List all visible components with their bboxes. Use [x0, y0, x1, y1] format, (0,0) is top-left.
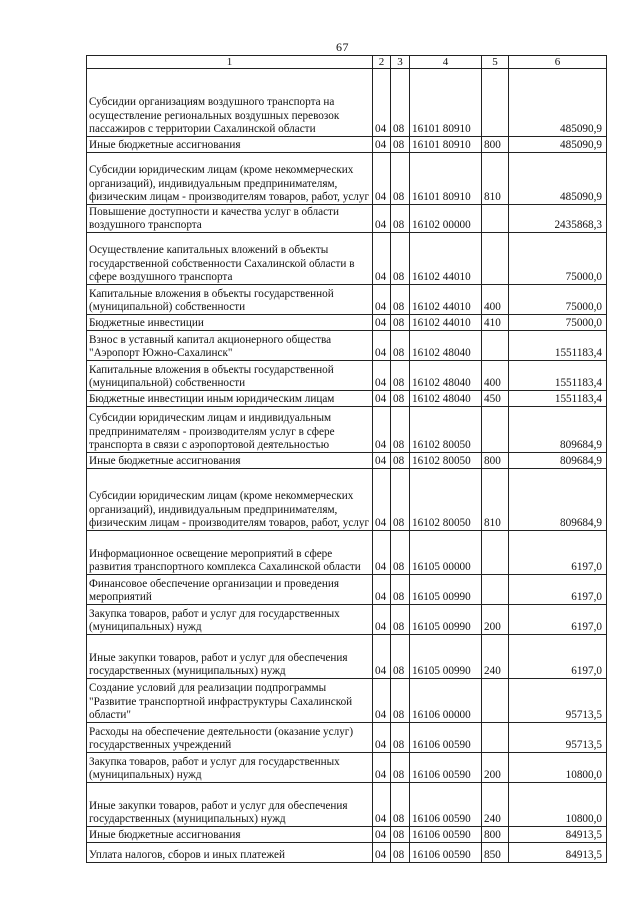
target-article-cell: 16102 80050	[410, 407, 482, 453]
expense-type-cell	[482, 69, 509, 137]
section-code-cell: 04	[373, 315, 391, 331]
expense-type-cell: 850	[482, 843, 509, 863]
table-row	[87, 827, 607, 843]
target-article-cell: 16102 48040	[410, 361, 482, 391]
target-article-cell: 16101 80910	[410, 137, 482, 153]
table-row	[87, 153, 607, 205]
header-cell: 6	[509, 56, 607, 69]
row-name-cell: Финансовое обеспечение организации и проведения мероприятий	[87, 575, 373, 605]
amount-cell: 1551183,4	[509, 361, 607, 391]
target-article-cell: 16106 00000	[410, 679, 482, 723]
expense-type-cell: 240	[482, 783, 509, 827]
amount-cell: 6197,0	[509, 605, 607, 635]
table-row	[87, 575, 607, 605]
subsection-code-cell: 08	[391, 233, 410, 285]
amount-cell: 1551183,4	[509, 391, 607, 407]
section-code-cell: 04	[373, 783, 391, 827]
section-code-cell: 04	[373, 391, 391, 407]
amount-cell: 485090,9	[509, 137, 607, 153]
subsection-code-cell: 08	[391, 827, 410, 843]
expense-type-cell: 410	[482, 315, 509, 331]
target-article-cell: 16102 44010	[410, 233, 482, 285]
expense-type-cell	[482, 205, 509, 233]
row-name-cell: Расходы на обеспечение деятельности (оказание услуг) государственных учреждений	[87, 723, 373, 753]
expense-type-cell	[482, 723, 509, 753]
target-article-cell: 16102 48040	[410, 331, 482, 361]
target-article-cell: 16105 00990	[410, 635, 482, 679]
row-name-cell: Закупка товаров, работ и услуг для государственных (муниципальных) нужд	[87, 605, 373, 635]
amount-cell: 6197,0	[509, 635, 607, 679]
expense-type-cell	[482, 331, 509, 361]
expense-type-cell: 200	[482, 605, 509, 635]
expense-type-cell	[482, 679, 509, 723]
subsection-code-cell: 08	[391, 753, 410, 783]
table-row	[87, 407, 607, 453]
amount-cell: 485090,9	[509, 69, 607, 137]
amount-cell: 10800,0	[509, 753, 607, 783]
subsection-code-cell: 08	[391, 453, 410, 469]
expense-type-cell: 400	[482, 285, 509, 315]
table-row	[87, 605, 607, 635]
target-article-cell: 16102 48040	[410, 391, 482, 407]
target-article-cell: 16102 80050	[410, 469, 482, 531]
expense-type-cell	[482, 531, 509, 575]
row-name-cell: Уплата налогов, сборов и иных платежей	[87, 843, 373, 863]
table-row	[87, 361, 607, 391]
expense-type-cell: 810	[482, 153, 509, 205]
subsection-code-cell: 08	[391, 361, 410, 391]
subsection-code-cell: 08	[391, 407, 410, 453]
subsection-code-cell: 08	[391, 635, 410, 679]
section-code-cell: 04	[373, 153, 391, 205]
table-row	[87, 205, 607, 233]
subsection-code-cell: 08	[391, 331, 410, 361]
section-code-cell: 04	[373, 361, 391, 391]
header-cell: 4	[410, 56, 482, 69]
row-name-cell: Иные бюджетные ассигнования	[87, 137, 373, 153]
expense-type-cell: 800	[482, 137, 509, 153]
table-row	[87, 69, 607, 137]
target-article-cell: 16106 00590	[410, 843, 482, 863]
expense-type-cell: 810	[482, 469, 509, 531]
section-code-cell: 04	[373, 575, 391, 605]
target-article-cell: 16106 00590	[410, 753, 482, 783]
amount-cell: 809684,9	[509, 407, 607, 453]
section-code-cell: 04	[373, 679, 391, 723]
section-code-cell: 04	[373, 453, 391, 469]
row-name-cell: Капитальные вложения в объекты государственной (муниципальной) собственности	[87, 361, 373, 391]
row-name-cell: Капитальные вложения в объекты государственной (муниципальной) собственности	[87, 285, 373, 315]
section-code-cell: 04	[373, 469, 391, 531]
subsection-code-cell: 08	[391, 205, 410, 233]
expense-type-cell: 800	[482, 827, 509, 843]
target-article-cell: 16106 00590	[410, 723, 482, 753]
table-row	[87, 453, 607, 469]
row-name-cell: Информационное освещение мероприятий в сфере развития транспортного комплекса Сахалинской области	[87, 531, 373, 575]
row-name-cell: Субсидии юридическим лицам и индивидуальным предпринимателям - производителям услуг в сфере транспорта в связи с аэропортовой деятельностью	[87, 407, 373, 453]
target-article-cell: 16106 00590	[410, 827, 482, 843]
table-row	[87, 723, 607, 753]
expense-type-cell	[482, 407, 509, 453]
header-cell: 5	[482, 56, 509, 69]
subsection-code-cell: 08	[391, 469, 410, 531]
expense-type-cell: 240	[482, 635, 509, 679]
header-cell: 3	[391, 56, 410, 69]
table-row	[87, 753, 607, 783]
table-row	[87, 531, 607, 575]
section-code-cell: 04	[373, 605, 391, 635]
target-article-cell: 16101 80910	[410, 153, 482, 205]
section-code-cell: 04	[373, 331, 391, 361]
expense-type-cell: 200	[482, 753, 509, 783]
target-article-cell: 16102 44010	[410, 285, 482, 315]
page-number: 67	[336, 40, 349, 54]
subsection-code-cell: 08	[391, 531, 410, 575]
section-code-cell: 04	[373, 285, 391, 315]
table-row	[87, 285, 607, 315]
amount-cell: 95713,5	[509, 723, 607, 753]
table-row	[87, 233, 607, 285]
table-row	[87, 679, 607, 723]
target-article-cell: 16105 00990	[410, 605, 482, 635]
row-name-cell: Субсидии юридическим лицам (кроме некоммерческих организаций), индивидуальным предпринимателям, физическим лицам - производителям товаров, работ, услуг	[87, 469, 373, 531]
row-name-cell: Повышение доступности и качества услуг в области воздушного транспорта	[87, 205, 373, 233]
header-cell: 1	[87, 56, 373, 69]
subsection-code-cell: 08	[391, 391, 410, 407]
amount-cell: 75000,0	[509, 285, 607, 315]
amount-cell: 485090,9	[509, 153, 607, 205]
subsection-code-cell: 08	[391, 843, 410, 863]
row-name-cell: Взнос в уставный капитал акционерного общества "Аэропорт Южно-Сахалинск"	[87, 331, 373, 361]
subsection-code-cell: 08	[391, 575, 410, 605]
table-row	[87, 469, 607, 531]
section-code-cell: 04	[373, 205, 391, 233]
amount-cell: 75000,0	[509, 315, 607, 331]
target-article-cell: 16105 00990	[410, 575, 482, 605]
amount-cell: 10800,0	[509, 783, 607, 827]
subsection-code-cell: 08	[391, 153, 410, 205]
amount-cell: 84913,5	[509, 843, 607, 863]
row-name-cell: Иные бюджетные ассигнования	[87, 827, 373, 843]
row-name-cell: Субсидии юридическим лицам (кроме некоммерческих организаций), индивидуальным предпринимателям, физическим лицам - производителям товаров, работ, услуг	[87, 153, 373, 205]
amount-cell: 84913,5	[509, 827, 607, 843]
amount-cell: 809684,9	[509, 453, 607, 469]
amount-cell: 1551183,4	[509, 331, 607, 361]
section-code-cell: 04	[373, 69, 391, 137]
section-code-cell: 04	[373, 137, 391, 153]
table-row	[87, 635, 607, 679]
target-article-cell: 16106 00590	[410, 783, 482, 827]
expense-type-cell	[482, 233, 509, 285]
row-name-cell: Закупка товаров, работ и услуг для государственных (муниципальных) нужд	[87, 753, 373, 783]
budget-table	[86, 55, 607, 863]
expense-type-cell: 450	[482, 391, 509, 407]
header-row	[87, 56, 607, 69]
section-code-cell: 04	[373, 723, 391, 753]
amount-cell: 6197,0	[509, 531, 607, 575]
row-name-cell: Создание условий для реализации подпрограммы "Развитие транспортной инфраструктуры Сахалинской области"	[87, 679, 373, 723]
subsection-code-cell: 08	[391, 679, 410, 723]
section-code-cell: 04	[373, 531, 391, 575]
table-row	[87, 391, 607, 407]
subsection-code-cell: 08	[391, 315, 410, 331]
table-row	[87, 843, 607, 863]
section-code-cell: 04	[373, 635, 391, 679]
section-code-cell: 04	[373, 827, 391, 843]
amount-cell: 6197,0	[509, 575, 607, 605]
section-code-cell: 04	[373, 753, 391, 783]
row-name-cell: Бюджетные инвестиции	[87, 315, 373, 331]
table-row	[87, 331, 607, 361]
row-name-cell: Осуществление капитальных вложений в объекты государственной собственности Сахалинской области в сфере воздушного транспорта	[87, 233, 373, 285]
table-row	[87, 783, 607, 827]
row-name-cell: Иные закупки товаров, работ и услуг для обеспечения государственных (муниципальных) нужд	[87, 635, 373, 679]
row-name-cell: Субсидии организациям воздушного транспорта на осуществление региональных воздушных перевозок пассажиров с территории Сахалинской области	[87, 69, 373, 137]
expense-type-cell	[482, 575, 509, 605]
expense-type-cell: 800	[482, 453, 509, 469]
amount-cell: 2435868,3	[509, 205, 607, 233]
amount-cell: 75000,0	[509, 233, 607, 285]
expense-type-cell: 400	[482, 361, 509, 391]
row-name-cell: Бюджетные инвестиции иным юридическим лицам	[87, 391, 373, 407]
table-row	[87, 315, 607, 331]
target-article-cell: 16102 80050	[410, 453, 482, 469]
subsection-code-cell: 08	[391, 605, 410, 635]
subsection-code-cell: 08	[391, 69, 410, 137]
target-article-cell: 16102 44010	[410, 315, 482, 331]
amount-cell: 95713,5	[509, 679, 607, 723]
subsection-code-cell: 08	[391, 137, 410, 153]
target-article-cell: 16102 00000	[410, 205, 482, 233]
table-row	[87, 137, 607, 153]
target-article-cell: 16105 00000	[410, 531, 482, 575]
section-code-cell: 04	[373, 407, 391, 453]
target-article-cell: 16101 80910	[410, 69, 482, 137]
amount-cell: 809684,9	[509, 469, 607, 531]
subsection-code-cell: 08	[391, 783, 410, 827]
row-name-cell: Иные закупки товаров, работ и услуг для обеспечения государственных (муниципальных) нужд	[87, 783, 373, 827]
section-code-cell: 04	[373, 233, 391, 285]
subsection-code-cell: 08	[391, 285, 410, 315]
row-name-cell: Иные бюджетные ассигнования	[87, 453, 373, 469]
subsection-code-cell: 08	[391, 723, 410, 753]
section-code-cell: 04	[373, 843, 391, 863]
header-cell: 2	[373, 56, 391, 69]
